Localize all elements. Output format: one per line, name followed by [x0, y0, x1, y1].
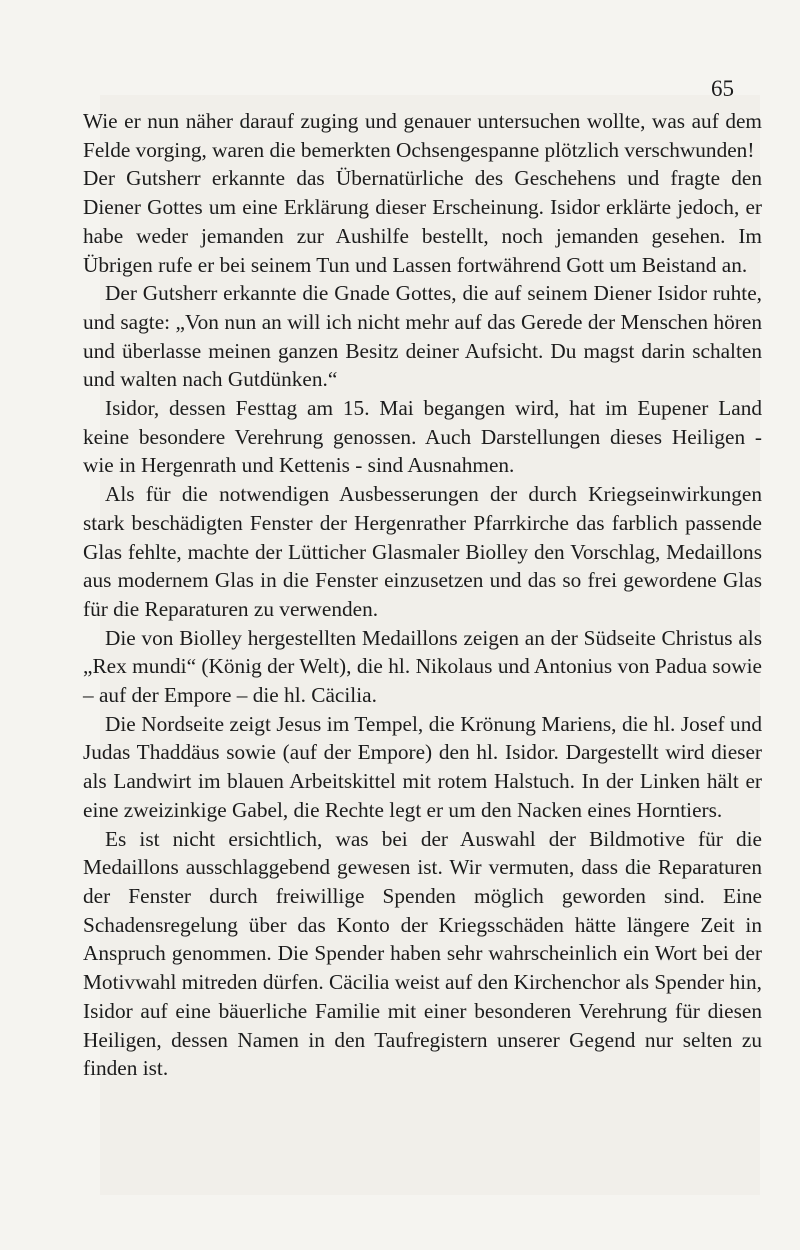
paragraph: Es ist nicht ersichtlich, was bei der Auswahl der Bildmotive für die Medaillons ausschlaggebend gewesen ist. Wir vermuten, dass die Reparaturen der Fenster durch freiwillige Spenden möglich geworden sind. Eine Schadensregelung über das Konto der Kriegsschäden hätte längere Zeit in Anspruch genommen. Die Spender haben sehr wahrscheinlich ein Wort bei der Motivwahl mitreden dürfen. Cäcilia weist auf den Kirchenchor als Spender hin, Isidor auf eine bäuerliche Familie mit einer besonderen Verehrung für diesen Heiligen, dessen Namen in den Taufregistern unserer Gegend nur selten zu finden ist. — [83, 826, 762, 1081]
paragraph: Wie er nun näher darauf zuging und genauer untersuchen wollte, was auf dem Felde vorging, waren die bemerkten Ochsengespanne plötzlich verschwunden! — [83, 109, 762, 162]
page-number: 65 — [711, 76, 734, 101]
paragraph: Der Gutsherr erkannte das Übernatürliche des Geschehens und fragte den Diener Gottes um eine Erklärung dieser Erscheinung. Isidor erklärte jedoch, er habe weder jemanden zur Aushilfe bestellt, noch jemanden gesehen. Im Übrigen rufe er bei seinem Tun und Lassen fortwährend Gott um Beistand an. — [83, 166, 762, 277]
paragraph: Die von Biolley hergestellten Medaillons zeigen an der Südseite Christus als „Rex mundi“ (König der Welt), die hl. Nikolaus und Antonius von Padua sowie – auf der Empore – die hl. Cäcilia. — [83, 625, 762, 708]
paragraph: Isidor, dessen Festtag am 15. Mai begangen wird, hat im Eupener Land keine besondere Verehrung genossen. Auch Darstellungen dieses Heiligen - wie in Hergenrath und Kettenis - sind Ausnahmen. — [83, 396, 762, 478]
paragraph: Der Gutsherr erkannte die Gnade Gottes, die auf seinem Diener Isidor ruhte, und sagte: „Von nun an will ich nicht mehr auf das Gerede der Menschen hören und überlasse meinen ganzen Besitz deiner Aufsicht. Du magst darin schalten und walten nach Gutdünken.“ — [83, 281, 762, 392]
paragraph: Die Nordseite zeigt Jesus im Tempel, die Krönung Mariens, die hl. Josef und Judas Thaddäus sowie (auf der Empore) den hl. Isidor. Dargestellt wird dieser als Landwirt im blauen Arbeitskittel mit rotem Halstuch. In der Linken hält er eine zweizinkige Gabel, die Rechte legt er um den Nacken eines Horntiers. — [83, 711, 762, 822]
paragraph: Als für die notwendigen Ausbesserungen der durch Kriegseinwirkungen stark beschädigten Fenster der Hergenrather Pfarrkirche das farblich passende Glas fehlte, machte der Lütticher Glasmaler Biolley den Vorschlag, Medaillons aus modernem Glas in die Fenster einzusetzen und das so frei gewordene Glas für die Reparaturen zu verwenden. — [83, 482, 762, 621]
body-text — [83, 107, 762, 1083]
